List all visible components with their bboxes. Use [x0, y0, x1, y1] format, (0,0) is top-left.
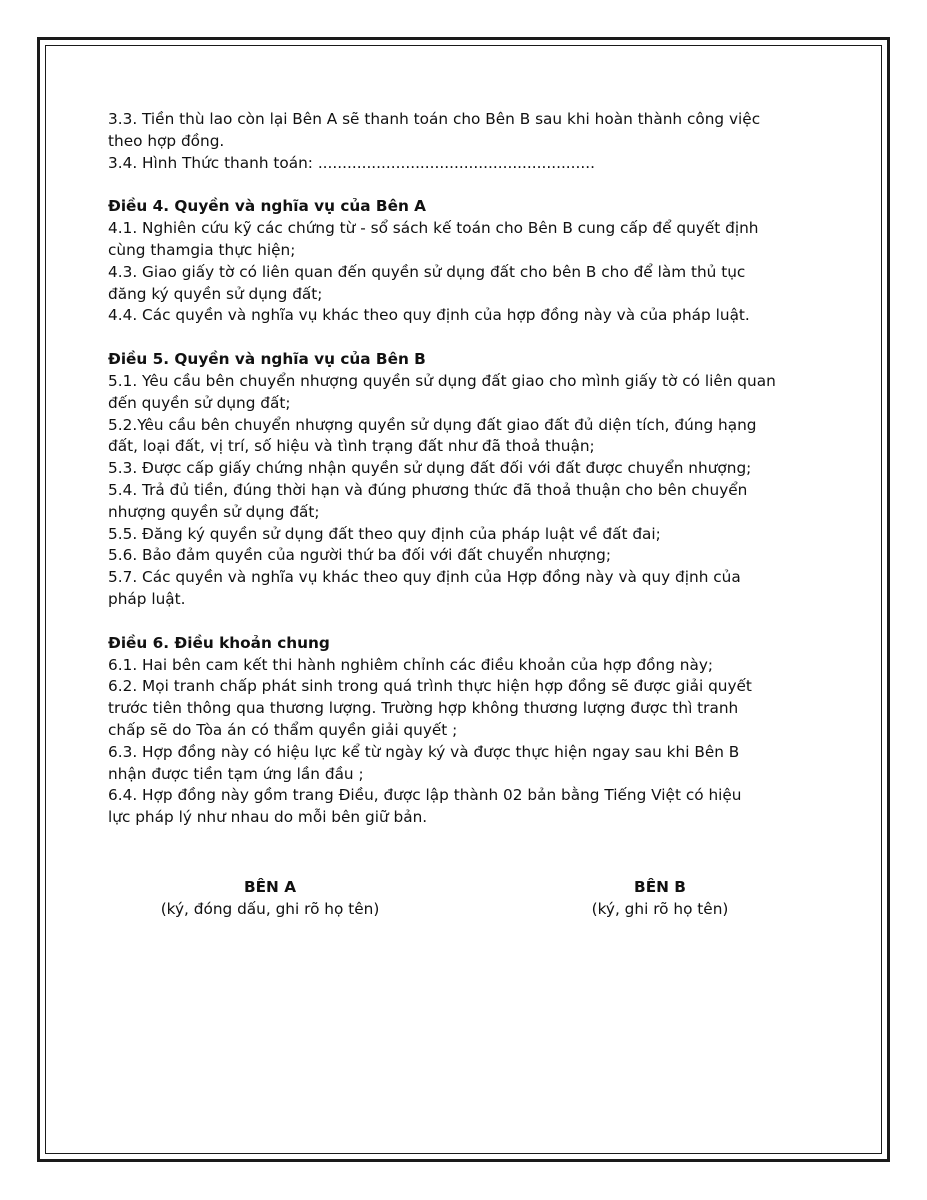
clause-line: đăng ký quyền sử dụng đất; [108, 284, 323, 303]
party-b-title: BÊN B [634, 878, 686, 896]
clause-line: đất, loại đất, vị trí, số hiệu và tình trạng đất như đã thoả thuận; [108, 437, 595, 456]
clause-line: 4.3. Giao giấy tờ có liên quan đến quyền sử dụng đất cho bên B cho để làm thủ tục [108, 262, 746, 281]
clause-line: 6.3. Hợp đồng này có hiệu lực kể từ ngày ký và được thực hiện ngay sau khi Bên B [108, 742, 740, 761]
article-5 [108, 349, 833, 611]
clause-line: đến quyền sử dụng đất; [108, 393, 291, 412]
article-4 [108, 196, 833, 327]
clause-line: lực pháp lý như nhau do mỗi bên giữ bản. [108, 808, 428, 827]
clause-line: cùng thamgia thực hiện; [108, 240, 296, 259]
signature-block-party-a [135, 876, 405, 920]
clause-line: 4.4. Các quyền và nghĩa vụ khác theo quy định của hợp đồng này và của pháp luật. [108, 306, 750, 325]
clause-line: pháp luật. [108, 589, 186, 608]
clause-line: trước tiên thông qua thương lượng. Trường hợp không thương lượng được thì tranh [108, 699, 739, 718]
party-a-signature-note: (ký, đóng dấu, ghi rõ họ tên) [160, 900, 380, 918]
article-6 [108, 633, 833, 829]
clause-line: 5.3. Được cấp giấy chứng nhận quyền sử dụng đất đối với đất được chuyển nhượng; [108, 459, 752, 478]
article-4-heading: Điều 4. Quyền và nghĩa vụ của Bên A [108, 197, 427, 216]
clause-line: 5.7. Các quyền và nghĩa vụ khác theo quy định của Hợp đồng này và quy định của [108, 568, 741, 587]
clause-line: 4.1. Nghiên cứu kỹ các chứng từ - sổ sách kế toán cho Bên B cung cấp để quyết định [108, 219, 759, 238]
party-a-title: BÊN A [243, 878, 297, 896]
contract-body [108, 109, 833, 829]
clause-line: 6.2. Mọi tranh chấp phát sinh trong quá trình thực hiện hợp đồng sẽ được giải quyết [108, 677, 752, 696]
signature-block-party-b [540, 876, 780, 920]
clause-line: 5.6. Bảo đảm quyền của người thứ ba đối với đất chuyển nhượng; [108, 546, 611, 565]
clause-line: 5.1. Yêu cầu bên chuyển nhượng quyền sử dụng đất giao cho mình giấy tờ có liên quan [108, 371, 776, 390]
clause-line: 5.5. Đăng ký quyền sử dụng đất theo quy định của pháp luật về đất đai; [108, 524, 661, 543]
clause-line: 6.1. Hai bên cam kết thi hành nghiêm chỉnh các điều khoản của hợp đồng này; [108, 655, 714, 674]
clause-line: 5.2.Yêu cầu bên chuyển nhượng quyền sử dụng đất giao đất đủ diện tích, đúng hạng [108, 415, 757, 434]
clause-line: chấp sẽ do Tòa án có thẩm quyền giải quyết ; [108, 720, 458, 739]
clause-line: 6.4. Hợp đồng này gồm trang Điều, được lập thành 02 bản bằng Tiếng Việt có hiệu [108, 786, 742, 805]
party-b-signature-note: (ký, ghi rõ họ tên) [591, 900, 729, 918]
clause-line: theo hợp đồng. [108, 131, 225, 150]
clause-3-continued [108, 109, 833, 174]
clause-line: 5.4. Trả đủ tiền, đúng thời hạn và đúng phương thức đã thoả thuận cho bên chuyển [108, 480, 748, 499]
article-6-heading: Điều 6. Điều khoản chung [108, 633, 330, 652]
clause-line: nhận được tiền tạm ứng lần đầu ; [108, 764, 364, 783]
clause-line: 3.3. Tiền thù lao còn lại Bên A sẽ thanh toán cho Bên B sau khi hoàn thành công việc [108, 110, 761, 128]
clause-line: 3.4. Hình Thức thanh toán: ......................................................... [108, 153, 595, 172]
article-5-heading: Điều 5. Quyền và nghĩa vụ của Bên B [108, 350, 426, 369]
clause-line: nhượng quyền sử dụng đất; [108, 502, 320, 521]
